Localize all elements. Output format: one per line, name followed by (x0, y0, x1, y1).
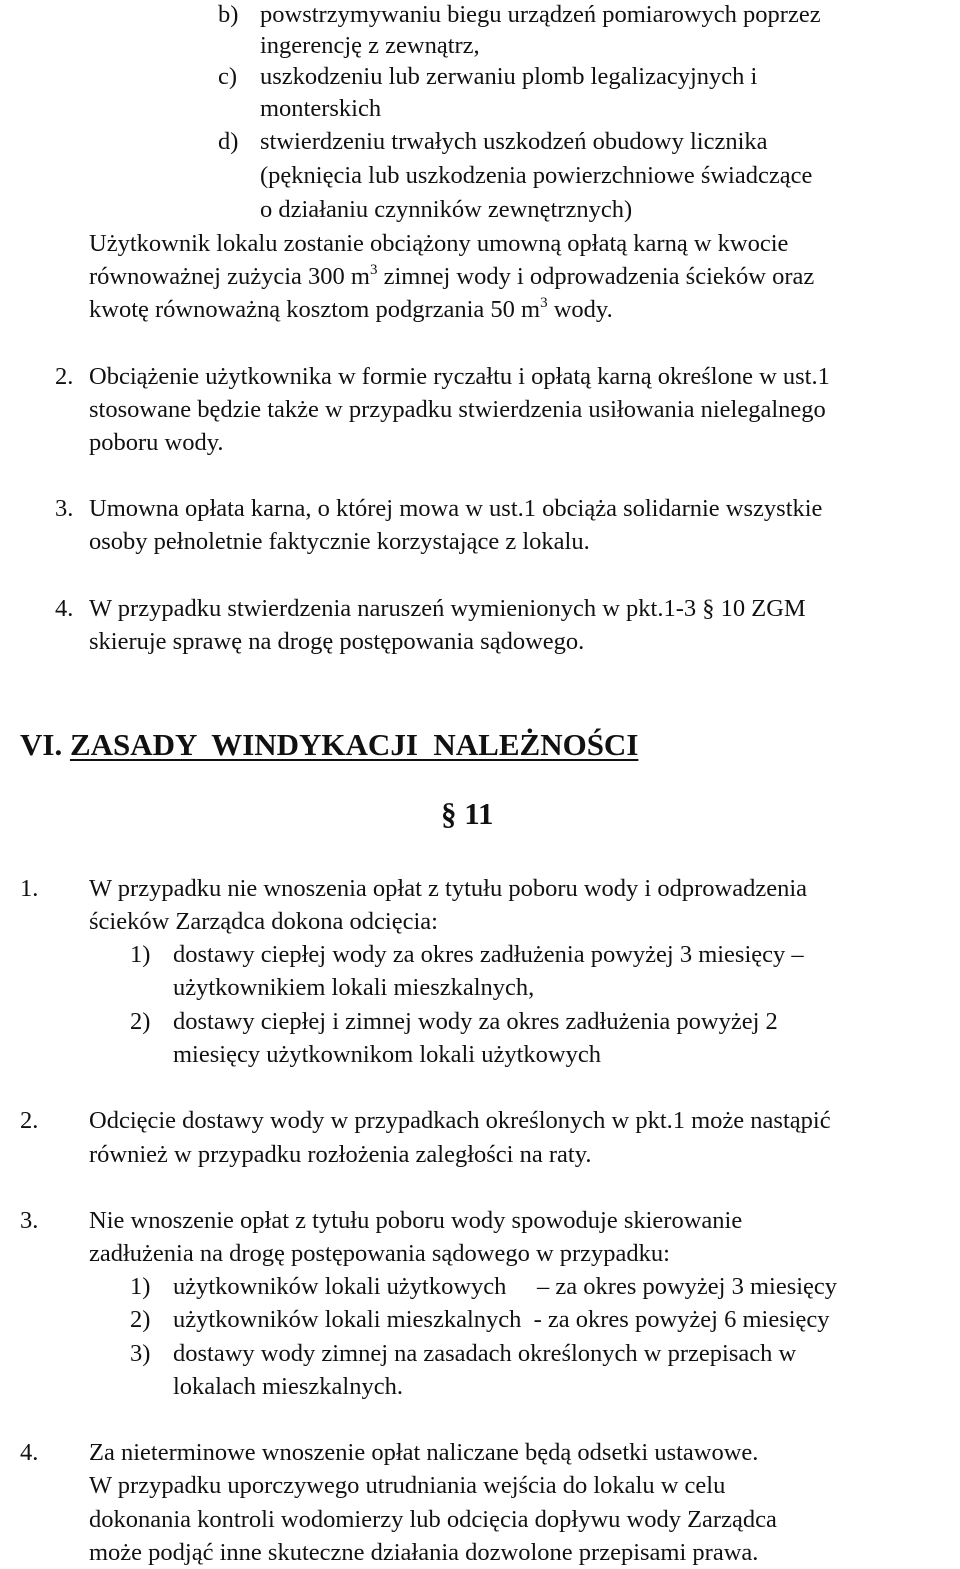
point-text: Za nieterminowe wnoszenie opłat naliczane będą odsetki ustawowe. (89, 1439, 759, 1466)
list-item-text: powstrzymywaniu biegu urządzeń pomiarowych poprzez (260, 1, 821, 28)
list-marker: 2) (130, 1306, 151, 1333)
point-text: Odcięcie dostawy wody w przypadkach określonych w pkt.1 może nastąpić (89, 1107, 831, 1134)
point-text: Nie wnoszenie opłat z tytułu poboru wody spowoduje skierowanie (89, 1207, 743, 1234)
list-marker: c) (218, 63, 238, 90)
point-text: osoby pełnoletnie faktycznie korzystające z lokalu. (89, 528, 590, 555)
point-text: poboru wody. (89, 429, 224, 456)
point-number: 3. (20, 1207, 39, 1234)
paragraph-symbol: § 11 (441, 796, 494, 831)
point-text: W przypadku nie wnoszenia opłat z tytułu poboru wody i odprowadzenia (89, 875, 808, 902)
point-number: 2. (55, 363, 74, 390)
penalty-text: równoważnej zużycia 300 m (89, 263, 370, 290)
point-text: stosowane będzie także w przypadku stwierdzenia usiłowania nielegalnego (89, 396, 826, 423)
section-number: VI. (20, 727, 63, 762)
section-heading (20, 727, 638, 763)
point-number: 4. (20, 1439, 39, 1466)
penalty-line: Użytkownik lokalu zostanie obciążony umowną opłatą karną w kwocie (89, 230, 789, 257)
superscript: 3 (369, 262, 378, 278)
point-text: zadłużenia na drogę postępowania sądowego w przypadku: (89, 1240, 670, 1267)
point-text: może podjąć inne skuteczne działania dozwolone przepisami prawa. (89, 1539, 759, 1566)
list-marker: b) (218, 1, 239, 28)
list-marker: d) (218, 128, 239, 155)
point-text: Obciążenie użytkownika w formie ryczałtu i opłatą karną określone w ust.1 (89, 363, 830, 390)
list-marker: 3) (130, 1340, 151, 1367)
point-text: Umowna opłata karna, o której mowa w ust.1 obciąża solidarnie wszystkie (89, 495, 823, 522)
list-item-text: dostawy wody zimnej na zasadach określonych w przepisach w (173, 1340, 797, 1367)
point-number: 4. (55, 595, 74, 622)
superscript: 3 (540, 295, 548, 311)
list-item-text: użytkowników lokali użytkowych – za okres powyżej 3 miesięcy (173, 1273, 838, 1300)
penalty-text: kwotę równoważną kosztom podgrzania 50 m (89, 296, 541, 323)
point-text: ścieków Zarządca dokona odcięcia: (89, 908, 438, 935)
list-item-text: dostawy ciepłej i zimnej wody za okres zadłużenia powyżej 2 (173, 1008, 778, 1035)
list-item-text: uszkodzeniu lub zerwaniu plomb legalizacyjnych i (260, 63, 758, 90)
penalty-line (89, 262, 814, 292)
point-text: dokonania kontroli wodomierzy lub odcięcia dopływu wody Zarządca (89, 1506, 777, 1533)
list-marker: 1) (130, 1273, 151, 1300)
list-item-text: użytkownikiem lokali mieszkalnych, (173, 974, 535, 1001)
point-number: 2. (20, 1107, 39, 1134)
list-marker: 1) (130, 941, 151, 968)
point-number: 1. (20, 875, 39, 902)
point-text: skieruje sprawę na drogę postępowania sądowego. (89, 628, 585, 655)
list-item-text: ingerencję z zewnątrz, (260, 32, 480, 59)
list-marker: 2) (130, 1008, 151, 1035)
point-text: W przypadku stwierdzenia naruszeń wymienionych w pkt.1-3 § 10 ZGM (89, 595, 806, 622)
penalty-text: zimnej wody i odprowadzenia ścieków oraz (377, 263, 815, 290)
list-item-text: (pęknięcia lub uszkodzenia powierzchniowe świadczące (260, 162, 813, 189)
penalty-line (89, 295, 613, 325)
point-text: W przypadku uporczywego utrudniania wejścia do lokalu w celu (89, 1472, 726, 1499)
section-title: ZASADY WINDYKACJI NALEŻNOŚCI (69, 727, 639, 762)
list-item-text: miesięcy użytkownikom lokali użytkowych (173, 1041, 601, 1068)
list-item-text: dostawy ciepłej wody za okres zadłużenia powyżej 3 miesięcy – (173, 941, 804, 968)
list-item-text: stwierdzeniu trwałych uszkodzeń obudowy licznika (260, 128, 768, 155)
list-item-text: użytkowników lokali mieszkalnych - za okres powyżej 6 miesięcy (173, 1306, 830, 1333)
list-item-text: lokalach mieszkalnych. (173, 1373, 403, 1400)
list-item-text: monterskich (260, 95, 382, 122)
point-number: 3. (55, 495, 74, 522)
list-item-text: o działaniu czynników zewnętrznych) (260, 196, 633, 223)
point-text: również w przypadku rozłożenia zaległości na raty. (89, 1141, 592, 1168)
penalty-text: wody. (547, 296, 613, 323)
